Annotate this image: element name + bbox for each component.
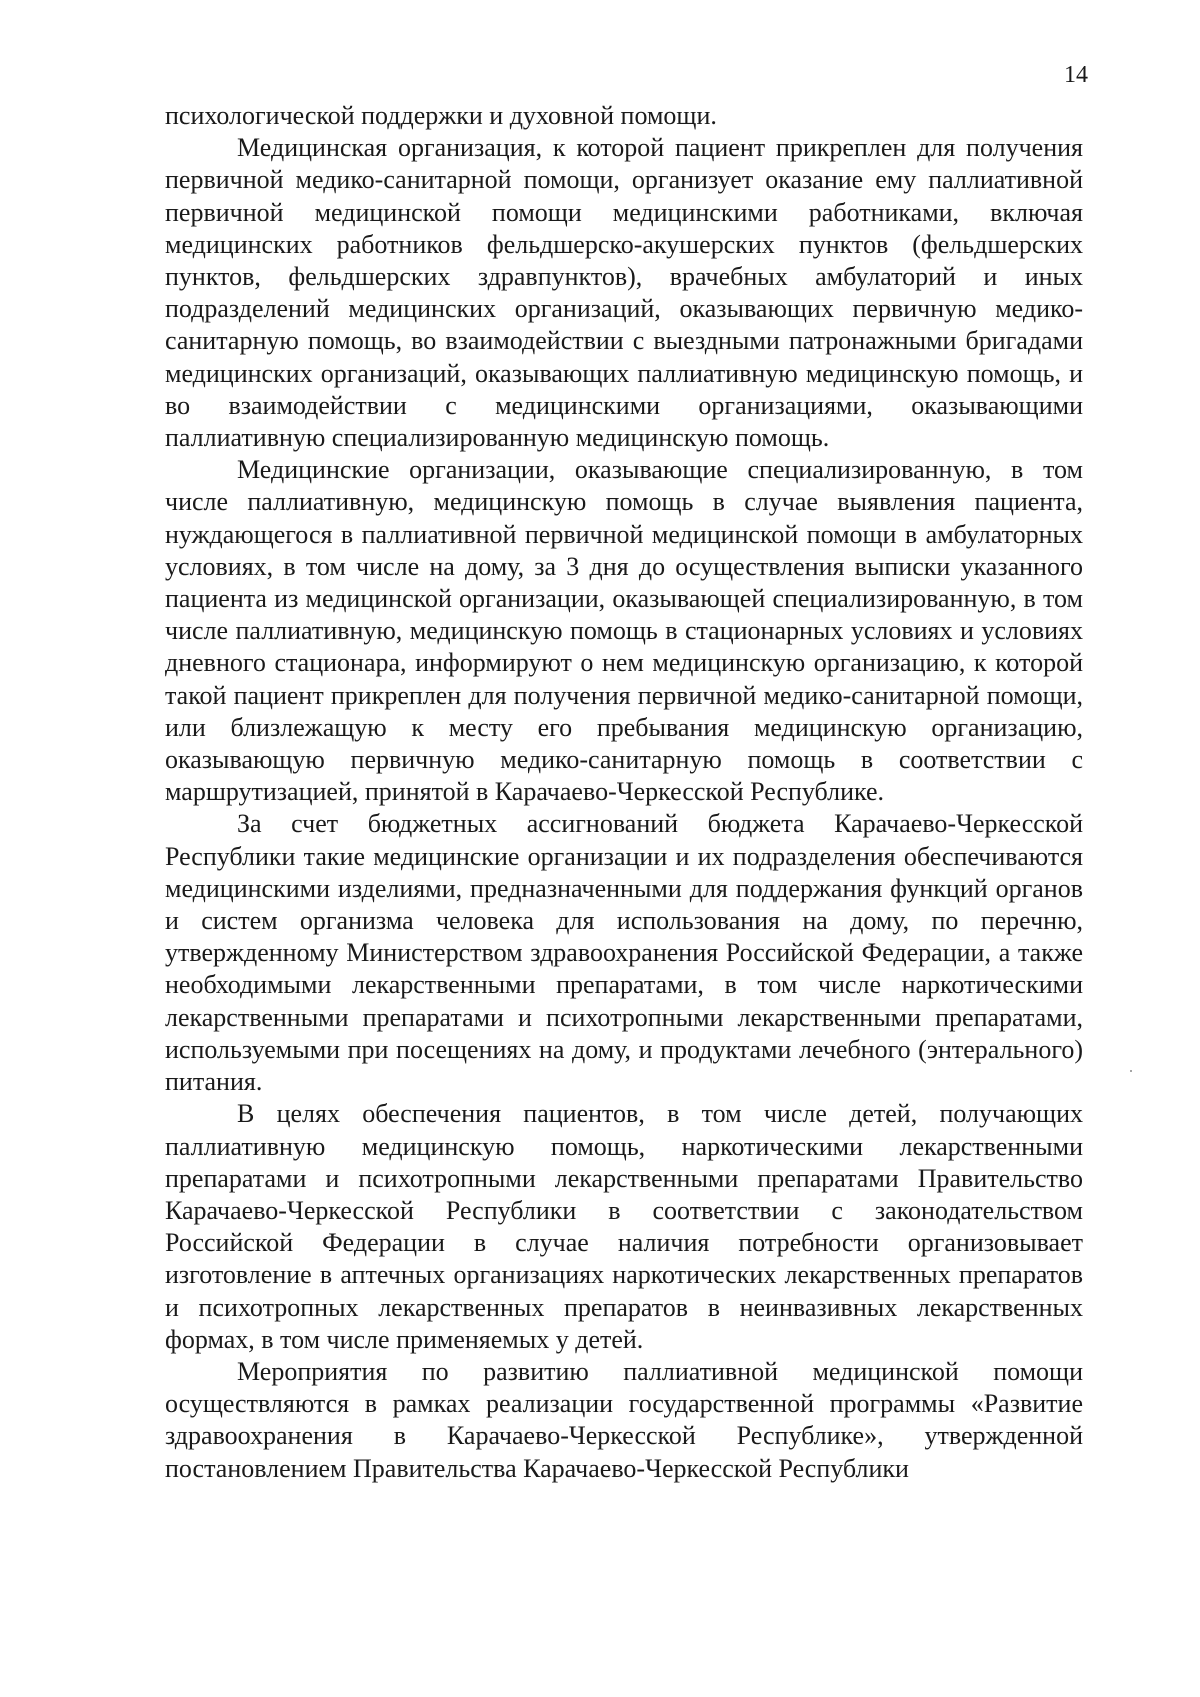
paragraph: Медицинская организация, к которой пациент прикреплен для получения первичной медико-санитарной помощи, организует оказание ему паллиативной первичной медицинской помощи медицинскими работниками, включая медицинских работников фельдшерско-акушерских пунктов (фельдшерских пунктов, фельдшерских здравпунктов), врачебных амбулаторий и иных подразделений медицинских организаций, оказывающих первичную медико-санитарную помощь, во взаимодействии с выездными патронажными бригадами медицинских организаций, оказывающих паллиативную медицинскую помощь, и во взаимодействии с медицинскими организациями, оказывающими паллиативную специализированную медицинскую помощь. — [165, 133, 1083, 453]
paragraph: Мероприятия по развитию паллиативной медицинской помощи осуществляются в рамках реализации государственной программы «Развитие здравоохранения в Карачаево-Черкесской Республике», утвержденной постановлением Правительства Карачаево-Черкесской Республики — [165, 1356, 1083, 1483]
document-body — [165, 100, 1083, 1485]
scan-speck — [1130, 1070, 1132, 1072]
paragraph: Медицинские организации, оказывающие специализированную, в том числе паллиативную, медицинскую помощь в случае выявления пациента, нуждающегося в паллиативной первичной медицинской помощи в амбулаторных условиях, в том числе на дому, за 3 дня до осуществления выписки указанного пациента из медицинской организации, оказывающей специализированную, в том числе паллиативную, медицинскую помощь в стационарных условиях и условиях дневного стационара, информируют о нем медицинскую организацию, к которой такой пациент прикреплен для получения первичной медико-санитарной помощи, или близлежащую к месту его пребывания медицинскую организацию, оказывающую первичную медико-санитарную помощь в соответствии с маршрутизацией, принятой в Карачаево-Черкесской Республике. — [165, 455, 1083, 807]
page-number: 14 — [1064, 62, 1088, 88]
paragraph: За счет бюджетных ассигнований бюджета Карачаево-Черкесской Республики такие медицинские организации и их подразделения обеспечиваются медицинскими изделиями, предназначенными для поддержания функций органов и систем организма человека для использования на дому, по перечню, утвержденному Министерством здравоохранения Российской Федерации, а также необходимыми лекарственными препаратами, в том числе наркотическими лекарственными препаратами и психотропными лекарственными препаратами, используемыми при посещениях на дому, и продуктами лечебного (энтерального) питания. — [165, 809, 1083, 1097]
paragraph-continuation: психологической поддержки и духовной помощи. — [165, 101, 717, 130]
paragraph: В целях обеспечения пациентов, в том числе детей, получающих паллиативную медицинскую помощь, наркотическими лекарственными препаратами и психотропными лекарственными препаратами Правительство Карачаево-Черкесской Республики в соответствии с законодательством Российской Федерации в случае наличия потребности организовывает изготовление в аптечных организациях наркотических лекарственных препаратов и психотропных лекарственных препаратов в неинвазивных лекарственных формах, в том числе применяемых у детей. — [165, 1099, 1083, 1354]
